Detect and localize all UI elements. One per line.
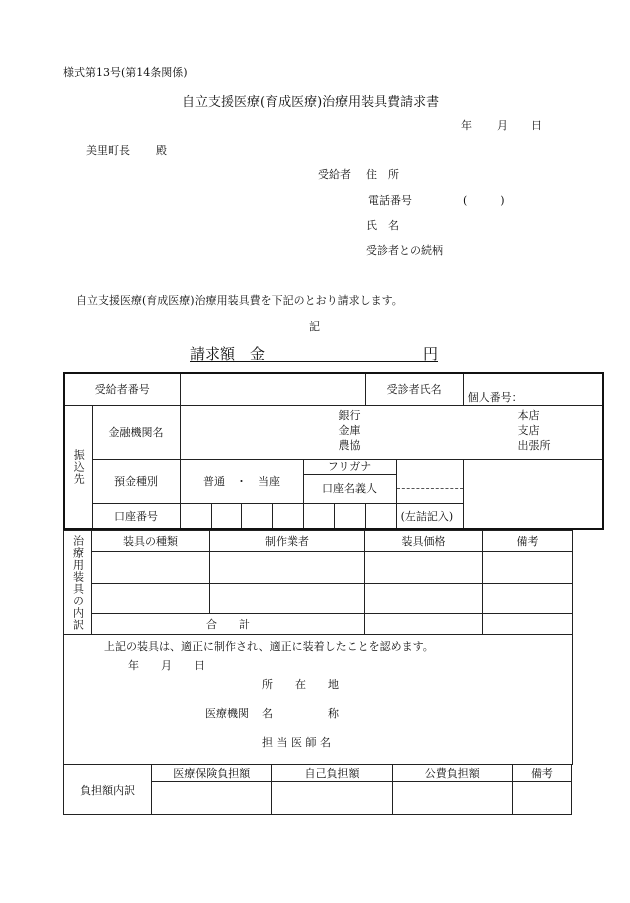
- account-digit-7[interactable]: [365, 503, 396, 529]
- phone-field[interactable]: 電話番号: [368, 194, 412, 207]
- patient-name-label: 受診者氏名: [365, 373, 463, 405]
- account-digit-2[interactable]: [211, 503, 241, 529]
- account-digit-6[interactable]: [334, 503, 365, 529]
- addressee-honorific: 殿: [156, 144, 167, 157]
- device-row-2-type[interactable]: [92, 584, 210, 614]
- bank-type-shinkin: 金庫: [338, 424, 361, 437]
- burden-table: [63, 764, 572, 815]
- personal-no-input[interactable]: [463, 373, 603, 405]
- furigana-label: フリガナ: [304, 460, 396, 475]
- header-burden-remarks: 備考: [512, 765, 571, 782]
- date-day: 日: [531, 119, 542, 132]
- name-field[interactable]: 氏 名: [366, 219, 399, 232]
- device-row-2-price[interactable]: [365, 584, 483, 614]
- header-price: 装具価格: [365, 531, 483, 552]
- device-row-1-price[interactable]: [365, 552, 483, 584]
- total-price[interactable]: [365, 614, 483, 635]
- applicant-label: 受給者: [318, 168, 351, 181]
- relation-field[interactable]: 受診者との続柄: [366, 244, 443, 257]
- account-digit-5[interactable]: [303, 503, 334, 529]
- device-row-2-remarks[interactable]: [483, 584, 573, 614]
- date-year: 年: [461, 119, 472, 132]
- account-digit-1[interactable]: [180, 503, 211, 529]
- device-row-2-maker[interactable]: [210, 584, 365, 614]
- burden-remarks-input[interactable]: [512, 782, 571, 815]
- form-title: 自立支援医療(育成医療)治療用装具費請求書: [182, 95, 440, 110]
- transfer-label-cell: [64, 405, 92, 529]
- cert-doctor[interactable]: 担 当 医 師 名: [262, 736, 331, 749]
- holder-input[interactable]: [396, 459, 463, 503]
- header-remarks: 備考: [483, 531, 573, 552]
- header-maker: 制作業者: [210, 531, 365, 552]
- transfer-label: 振込先: [72, 448, 86, 485]
- account-table: [63, 372, 604, 530]
- cert-name[interactable]: 名 称: [262, 707, 339, 720]
- furigana-holder-cell: [303, 459, 396, 503]
- claim-label: 請求額 金: [190, 345, 266, 363]
- branch-type-head: 本店: [517, 409, 540, 422]
- deposit-options[interactable]: 普通 ・ 当座: [180, 459, 303, 503]
- holder-label: 口座名義人: [322, 481, 378, 495]
- recipient-no-input[interactable]: [180, 373, 365, 405]
- device-table: [63, 530, 573, 635]
- device-row-1-type[interactable]: [92, 552, 210, 584]
- branch-type-branch: 支店: [517, 424, 540, 437]
- cert-location[interactable]: 所 在 地: [262, 678, 339, 691]
- total-label: 合 計: [92, 614, 365, 635]
- personal-no-label: 個人番号：: [467, 391, 523, 405]
- form-number: 様式第13号(第14条関係): [63, 66, 188, 79]
- phone-area-code[interactable]: ( ): [463, 194, 505, 207]
- addressee-name: 美里町長: [86, 144, 130, 157]
- bank-input[interactable]: [180, 405, 603, 459]
- claim-amount-underline[interactable]: [190, 361, 438, 362]
- bank-type-bank: 銀行: [338, 409, 361, 422]
- account-digit-3[interactable]: [241, 503, 272, 529]
- device-row-1-remarks[interactable]: [483, 552, 573, 584]
- header-public: 公費負担額: [392, 765, 512, 782]
- header-insurance: 医療保険負担額: [152, 765, 272, 782]
- cert-date[interactable]: 年 月 日: [128, 659, 205, 672]
- branch-type-sub: 出張所: [517, 439, 551, 452]
- deposit-type-label: 預金種別: [92, 459, 180, 503]
- claim-unit: 円: [423, 345, 439, 363]
- device-side-label-cell: [64, 531, 92, 635]
- bank-type-nokyo: 農協: [338, 439, 361, 452]
- insurance-input[interactable]: [152, 782, 272, 815]
- address-field[interactable]: 住 所: [366, 168, 399, 181]
- device-row-1-maker[interactable]: [210, 552, 365, 584]
- bank-label: 金融機関名: [92, 405, 180, 459]
- cert-text: 上記の装具は、適正に制作され、適正に装着したことを認めます。: [104, 640, 434, 653]
- device-side-label: 治療用装具の内訳: [71, 534, 85, 631]
- self-input[interactable]: [272, 782, 392, 815]
- account-no-label: 口座番号: [92, 503, 180, 529]
- left-align-note-cell: [396, 503, 463, 529]
- total-remarks[interactable]: [483, 614, 573, 635]
- header-self: 自己負担額: [272, 765, 392, 782]
- left-align-note: (左詰記入): [400, 509, 454, 523]
- cert-institution: 医療機関: [205, 707, 249, 720]
- account-digit-4[interactable]: [272, 503, 303, 529]
- furigana-input[interactable]: [397, 474, 463, 489]
- header-device-type: 装具の種類: [92, 531, 210, 552]
- ki-marker: 記: [309, 320, 320, 333]
- recipient-no-label: 受給者番号: [64, 373, 180, 405]
- request-statement: 自立支援医療(育成医療)治療用装具費を下記のとおり請求します。: [76, 294, 403, 307]
- burden-label: 負担額内訳: [64, 765, 152, 815]
- date-month: 月: [497, 119, 508, 132]
- public-input[interactable]: [392, 782, 512, 815]
